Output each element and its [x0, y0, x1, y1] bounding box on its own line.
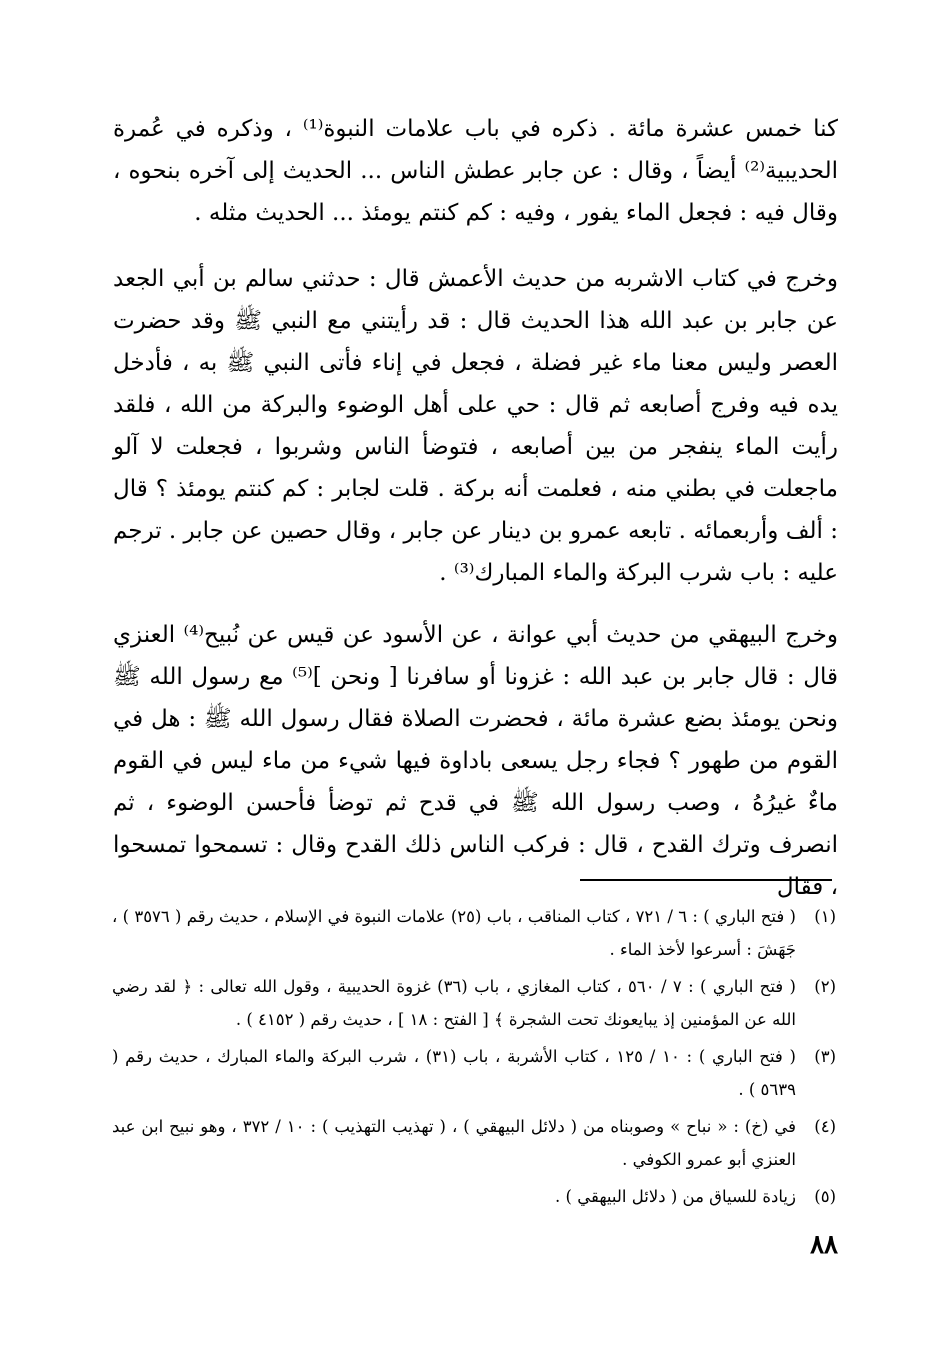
paragraph-2-text: وخرج في كتاب الاشربه من حديث الأعمش قال : حدثني سالم بن أبي الجعد عن جابر بن عبد الله هذا الحديث قال : قد رأيتني مع النبي ﷺ وقد حضرت العصر وليس معنا ماء غير فضلة ، فجعل في إناء فأتى النبي ﷺ به ، فأدخل يده فيه وفرج أصابعه ثم قال : حي على أهل الوضوء والبركة من الله ، فلقد رأيت الماء ينفجر من بين أصابعه ، فتوضأ الناس وشربوا ، فجعلت لا آلو ماجعلت في بطني منه ، فعلمت أنه بركة . قلت لجابر : كم كنتم يومئذ ؟ قال : ألف وأربعمائه . تابعه عمرو بن دينار عن جابر ، وقال حصين عن جابر . ترجم عليه : باب شرب البركة والماء المبارك⁽³⁾ .: [113, 266, 838, 586]
footnote-text: في (خ) : « نباح » وصوبناه من ( دلائل البيهقي ) ، ( تهذيب التهذيب ) : ١٠ / ٣٧٢ ، وهو نبيح ابن عبد العنزي أبو عمرو الكوفي .: [112, 1117, 796, 1169]
paragraph-1-text: كنا خمس عشرة مائة . ذكره في باب علامات النبوة⁽¹⁾ ، وذكره في عُمرة الحديبية⁽²⁾ أيضاً ، وقال : عن جابر عطش الناس ... الحديث إلى آخره بنحوه ، وقال فيه : فجعل الماء يفور ، وفيه : كم كنتم يومئذ ... الحديث مثله .: [113, 116, 838, 226]
footnote-number: (٢): [814, 977, 836, 996]
footnote-2: [112, 970, 840, 1036]
paragraph-1: [113, 108, 838, 234]
footnote-text: ( فتح الباري ) : ٦ / ٧٢١ ، كتاب المناقب ، باب (٢٥) علامات النبوة في الإسلام ، حديث رقم ( ٣٥٧٦ ) ، جَهَشَ : أسرعوا لأخذ الماء .: [112, 907, 796, 959]
footnote-5: [112, 1180, 840, 1213]
footnote-number: (٣): [814, 1047, 836, 1066]
footnote-1: [112, 900, 840, 966]
footnote-number: (٥): [814, 1187, 836, 1206]
footnote-text: ( فتح الباري ) : ٧ / ٥٦٠ ، كتاب المغازي ، باب (٣٦) غزوة الحديبية ، وقول الله تعالى : ﴿ لقد رضي الله عن المؤمنين إذ يبايعونك تحت الشجرة ﴾ [ الفتح : ١٨ ] ، حديث رقم ( ٤١٥٢ ) .: [112, 977, 796, 1029]
paragraph-3: [113, 614, 838, 908]
footnote-divider: [580, 879, 832, 881]
footnote-text: ( فتح الباري ) : ١٠ / ١٢٥ ، كتاب الأشربة ، باب (٣١) ، شرب البركة والماء المبارك ، حديث رقم ( ٥٦٣٩ ) .: [112, 1047, 796, 1099]
page-number: ٨٨: [810, 1230, 838, 1260]
paragraph-2: [113, 258, 838, 594]
paragraph-3-text: وخرج البيهقي من حديث أبي عوانة ، عن الأسود عن قيس عن نُبيح⁽⁴⁾ العنزي قال : قال جابر بن عبد الله : غزونا أو سافرنا [ ونحن ]⁽⁵⁾ مع رسول الله ﷺ ونحن يومئذ بضع عشرة مائة ، فحضرت الصلاة فقال رسول الله ﷺ : هل في القوم من طهور ؟ فجاء رجل يسعى باداوة فيها شيء من ماء ليس في القوم ماءٌ غيرُهُ ، وصب رسول الله ﷺ في قدح ثم توضأ فأحسن الوضوء ، ثم انصرف وترك القدح ، قال : فركب الناس ذلك القدح وقال : تسمحوا تمسحوا ، فقال: [113, 622, 838, 900]
footnote-number: (١): [814, 907, 836, 926]
footnotes: [112, 900, 840, 1217]
footnote-4: [112, 1110, 840, 1176]
footnote-number: (٤): [814, 1117, 836, 1136]
footnote-3: [112, 1040, 840, 1106]
footnote-text: زيادة للسياق من ( دلائل البيهقي ) .: [555, 1187, 796, 1206]
